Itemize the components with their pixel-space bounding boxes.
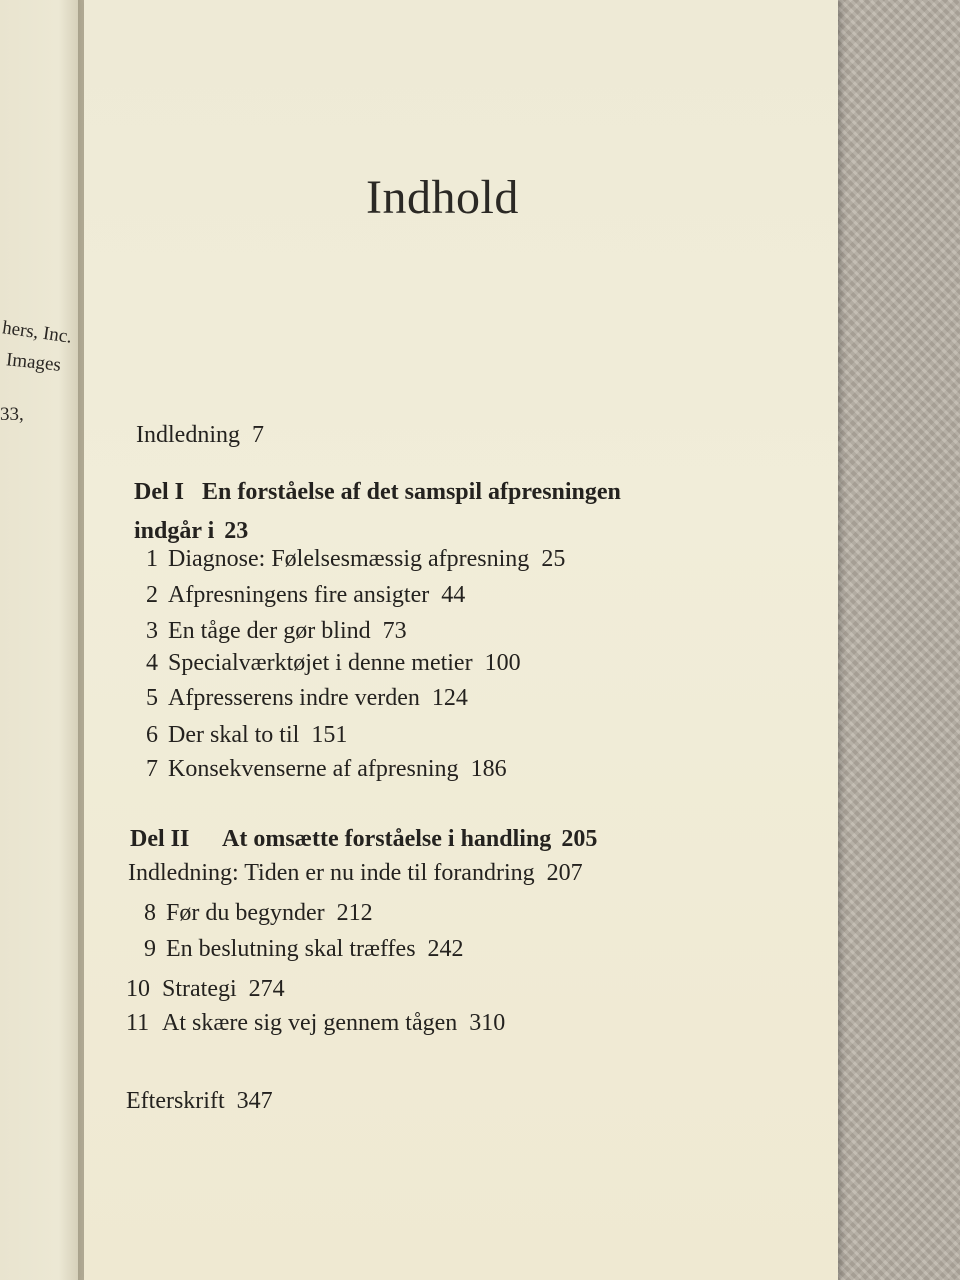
chapter-number: 4 [146, 650, 158, 676]
left-page-fragment: 33, [0, 404, 24, 425]
toc-part-1-heading-cont [134, 518, 248, 545]
chapter-number: 6 [146, 722, 158, 748]
toc-entry-intro [136, 422, 264, 449]
part-title: En forståelse af det samspil afpresningen [202, 479, 621, 505]
toc-entry-part-2-intro [128, 860, 583, 887]
chapter-number: 1 [146, 546, 158, 572]
chapter-page: 124 [431, 685, 468, 711]
chapter-page: 242 [427, 936, 464, 962]
toc-part-1-heading [134, 479, 621, 506]
chapter-number: 9 [144, 936, 156, 962]
chapter-number: 7 [146, 756, 158, 782]
chapter-number: 3 [146, 618, 158, 644]
chapter-number: 10 [126, 976, 150, 1002]
toc-chapter [128, 936, 464, 963]
chapter-number: 11 [126, 1010, 150, 1036]
toc-chapter [134, 582, 465, 609]
page-title: Indhold [366, 171, 519, 224]
chapter-title: Konsekvenserne af afpresning [168, 756, 459, 782]
chapter-page: 212 [336, 900, 373, 926]
part-page: 205 [561, 826, 598, 852]
chapter-title: Diagnose: Følelsesmæssig afpresning [168, 546, 530, 572]
toc-chapter [134, 546, 565, 573]
toc-entry-label: Indledning: Tiden er nu inde til forandring [128, 860, 535, 886]
chapter-title: Der skal to til [168, 722, 300, 748]
toc-chapter [126, 1010, 505, 1037]
toc-chapter [126, 976, 285, 1003]
part-page: 23 [224, 518, 249, 544]
toc-entry-afterword [126, 1088, 273, 1115]
chapter-page: 186 [470, 756, 507, 782]
chapter-number: 5 [146, 685, 158, 711]
left-page-fragment: hers, Inc. [0, 317, 74, 348]
toc-entry-label: Indledning [136, 422, 240, 448]
chapter-title: At skære sig vej gennem tågen [162, 1010, 458, 1036]
chapter-title: Afpresningens fire ansigter [168, 582, 430, 608]
chapter-page: 100 [484, 650, 521, 676]
chapter-page: 44 [441, 582, 466, 608]
chapter-page: 151 [311, 722, 348, 748]
toc-chapter [134, 618, 407, 645]
part-title-cont: indgår i [134, 518, 215, 544]
chapter-page: 274 [248, 976, 285, 1002]
chapter-number: 2 [146, 582, 158, 608]
chapter-title: En beslutning skal træffes [166, 936, 416, 962]
toc-entry-label: Efterskrift [126, 1088, 225, 1114]
toc-entry-page: 7 [251, 422, 264, 448]
chapter-title: Afpresserens indre verden [168, 685, 420, 711]
chapter-page: 73 [382, 618, 407, 644]
part-label: Del II [130, 826, 190, 852]
toc-chapter [134, 650, 521, 677]
toc-entry-page: 347 [236, 1088, 273, 1114]
chapter-page: 25 [541, 546, 566, 572]
left-page-fragment: Images [5, 349, 62, 376]
chapter-number: 8 [144, 900, 156, 926]
chapter-title: Specialværktøjet i denne metier [168, 650, 473, 676]
chapter-title: En tåge der gør blind [168, 618, 371, 644]
toc-chapter [134, 685, 468, 712]
part-title: At omsætte forståelse i handling [222, 826, 552, 852]
chapter-title: Strategi [162, 976, 237, 1002]
toc-entry-page: 207 [546, 860, 583, 886]
toc-chapter [128, 900, 373, 927]
part-label: Del I [134, 479, 184, 505]
toc-part-2-heading [130, 826, 597, 853]
toc-chapter [134, 722, 347, 749]
toc-chapter [134, 756, 507, 783]
left-page [0, 0, 84, 1280]
chapter-page: 310 [469, 1010, 506, 1036]
chapter-title: Før du begynder [166, 900, 325, 926]
